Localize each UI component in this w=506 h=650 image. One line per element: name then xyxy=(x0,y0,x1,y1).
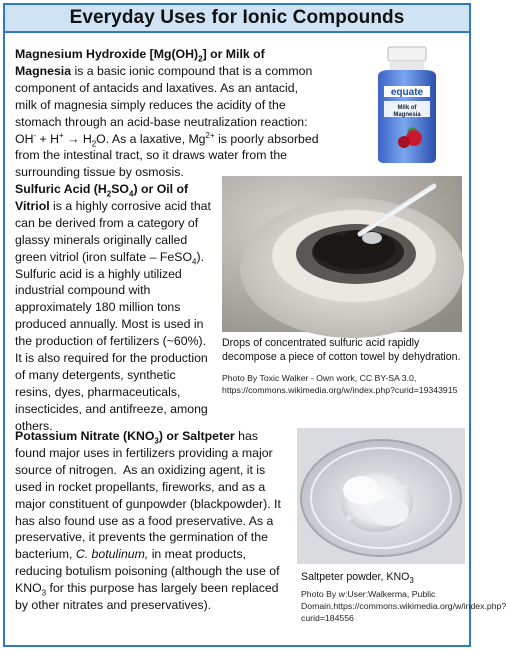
section-magnesium-hydroxide: Magnesium Hydroxide $[Mg(OH)_2]$ or Milk of Magnesia is a basic ionic compound that is a common component of antacids and laxatives. As an antacid, milk of magnesia simply reduces the acidity of the stomach through an acid-base neutralization reaction: $OH^- + H^+ \to H_2O$. As a laxative, $Mg^{2+}$ is poorly absorbed from the intestinal tract, so it draws water from the surrounding tissue by osmosis. xyxy=(15,47,319,180)
milk-of-magnesia-bottle-image xyxy=(364,46,450,164)
title-bar xyxy=(5,5,469,33)
section-sulfuric-acid: Sulfuric Acid $(H_2SO_4)$ or Oil of Vitriol is a highly corrosive acid that can be derived from a category of glassy minerals originally called green vitriol (iron sulfate – FeSO$_4$). Sulfuric acid is a highly utilized industrial compound with approximately 180 million tons produced annually. Most is used in the production of fertilizers (~60%). It is also required for the production of many detergents, synthetic resins, dyes, pharmaceuticals, insecticides, and antifreeze, among others. xyxy=(15,182,211,433)
section-heading: Potassium Nitrate $(KNO_3)$ or Saltpeter xyxy=(15,429,235,446)
svg-text:Milk of: Milk of xyxy=(397,105,417,111)
saltpeter-powder-photo xyxy=(297,428,465,564)
svg-text:Magnesia: Magnesia xyxy=(393,112,421,118)
sulfuric-acid-caption: Drops of concentrated sulfuric acid rapidly decompose a piece of cotton towel by dehydration. xyxy=(222,337,461,363)
page-title: Everyday Uses for Ionic Compounds xyxy=(69,7,405,28)
section-heading: Sulfuric Acid $(H_2SO_4)$ or Oil of Vitriol xyxy=(15,182,189,213)
sulfuric-acid-photo-credit: Photo By Toxic Walker - Own work, CC BY-SA 3.0, https://commons.wikimedia.org/w/index.php?curid=19343915 xyxy=(222,373,458,395)
saltpeter-caption: Saltpeter powder, $KNO_3$ xyxy=(301,571,414,586)
section-heading: Magnesium Hydroxide $[Mg(OH)_2]$ or Milk of Magnesia xyxy=(15,47,265,78)
svg-text:equate: equate xyxy=(390,87,424,98)
saltpeter-photo-credit: Photo By w:User:Walkerma, Public Domain,https://commons.wikimedia.org/w/index.php?curid=184556 xyxy=(301,589,506,623)
sulfuric-acid-towel-photo xyxy=(222,176,462,332)
section-potassium-nitrate: Potassium Nitrate $(KNO_3)$ or Saltpeter has found major uses in fertilizers providing a major source of nitrogen. As an oxidizing agent, it is used in rocket propellants, fireworks, and as a major constituent of gunpowder (blackpowder). It has also found use as a food preservative. As a preservative, it prevents the germination of the bacterium, C. botulinum, in meat products, reducing botulism poisoning (although the use of $KNO_3$ for this purpose has largely been replaced by other nitrates and preservatives). xyxy=(15,429,281,613)
